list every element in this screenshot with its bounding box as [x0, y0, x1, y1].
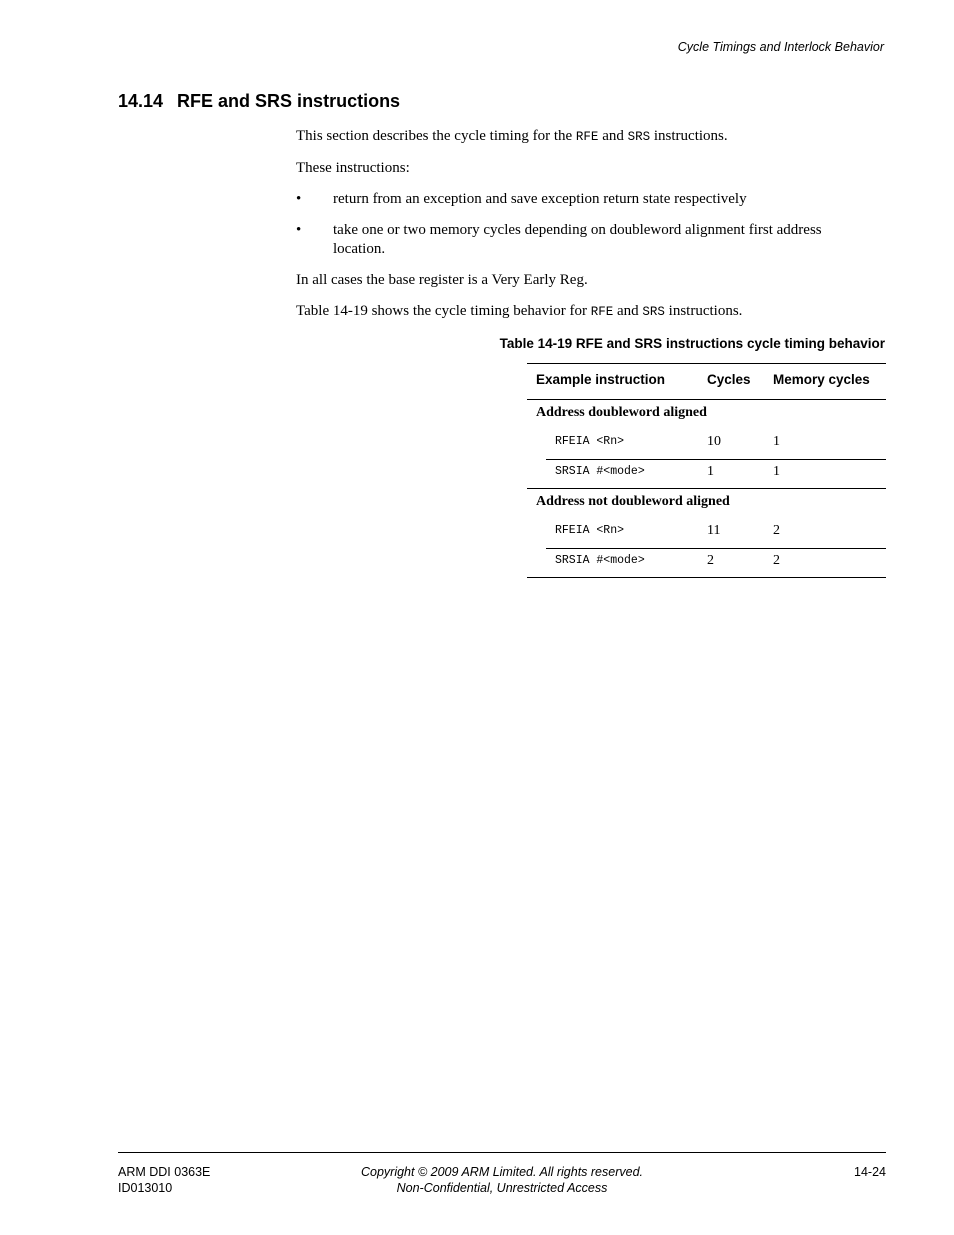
base-register-paragraph: In all cases the base register is a Very Early Reg. [296, 272, 588, 288]
section-title: RFE and SRS instructions [177, 91, 401, 111]
table-cell-instruction: RFEIA <Rn> [555, 524, 625, 537]
intro-code-srs: SRS [627, 130, 651, 144]
table-group-label: Address doubleword aligned [536, 405, 707, 420]
column-header-memory-cycles: Memory cycles [773, 372, 870, 387]
table-cell-cycles: 10 [707, 434, 721, 449]
table-ref-text-after: instructions. [664, 303, 743, 319]
table-cell-cycles: 11 [707, 523, 721, 538]
table-reference-paragraph [296, 302, 856, 322]
column-header-instruction: Example instruction [536, 372, 666, 387]
table-cell-instruction: RFEIA <Rn> [555, 435, 625, 448]
lead-in-paragraph: These instructions: [296, 160, 410, 176]
table-ref-code-srs: SRS [642, 305, 665, 319]
running-header: Cycle Timings and Interlock Behavior [677, 40, 884, 54]
intro-text-middle: and [598, 128, 628, 144]
table-top-rule [527, 363, 886, 364]
bullet-item [296, 221, 856, 261]
footer-copyright: Copyright © 2009 ARM Limited. All rights reserved. [360, 1165, 643, 1179]
footer-doc-id: ID013010 [118, 1181, 173, 1195]
table-ref-text-before: Table 14-19 shows the cycle timing behavior for [296, 303, 591, 319]
intro-paragraph [296, 127, 856, 147]
bullet-text: take one or two memory cycles depending on doubleword alignment first address location. [333, 222, 822, 257]
table-row-rule [546, 548, 886, 549]
intro-text-before: This section describes the cycle timing for the [296, 128, 576, 144]
footer-page-number: 14-24 [854, 1165, 886, 1179]
footer-rule [118, 1152, 886, 1153]
column-header-cycles: Cycles [707, 372, 751, 387]
table-row-rule [546, 459, 886, 460]
section-heading [118, 91, 400, 112]
table-caption: Table 14-19 RFE and SRS instructions cycle timing behavior [499, 336, 885, 351]
table-cell-cycles: 2 [707, 553, 714, 568]
table-cell-memory-cycles: 2 [773, 523, 780, 538]
footer-doc-number: ARM DDI 0363E [118, 1165, 211, 1179]
bullet-dot: • [296, 191, 302, 207]
footer-access: Non-Confidential, Unrestricted Access [396, 1181, 608, 1195]
table-cell-memory-cycles: 1 [773, 434, 780, 449]
table-ref-code-rfe: RFE [590, 305, 614, 319]
table-cell-instruction: SRSIA #<mode> [555, 554, 645, 567]
table-cell-instruction: SRSIA #<mode> [555, 465, 645, 478]
intro-code-rfe: RFE [575, 130, 599, 144]
bullet-dot: • [296, 222, 302, 238]
table-header-rule [527, 399, 886, 400]
table-bottom-rule [527, 577, 886, 578]
table-ref-text-middle: and [613, 303, 643, 319]
table-group-rule [527, 488, 886, 489]
intro-text-after: instructions. [650, 128, 728, 144]
bullet-text: return from an exception and save exception return state respectively [333, 191, 747, 207]
section-number: 14.14 [118, 91, 164, 111]
table-cell-cycles: 1 [707, 464, 714, 479]
table-cell-memory-cycles: 1 [773, 464, 780, 479]
table-group-label: Address not doubleword aligned [536, 494, 730, 509]
table-cell-memory-cycles: 2 [773, 553, 780, 568]
bullet-item [296, 190, 856, 210]
